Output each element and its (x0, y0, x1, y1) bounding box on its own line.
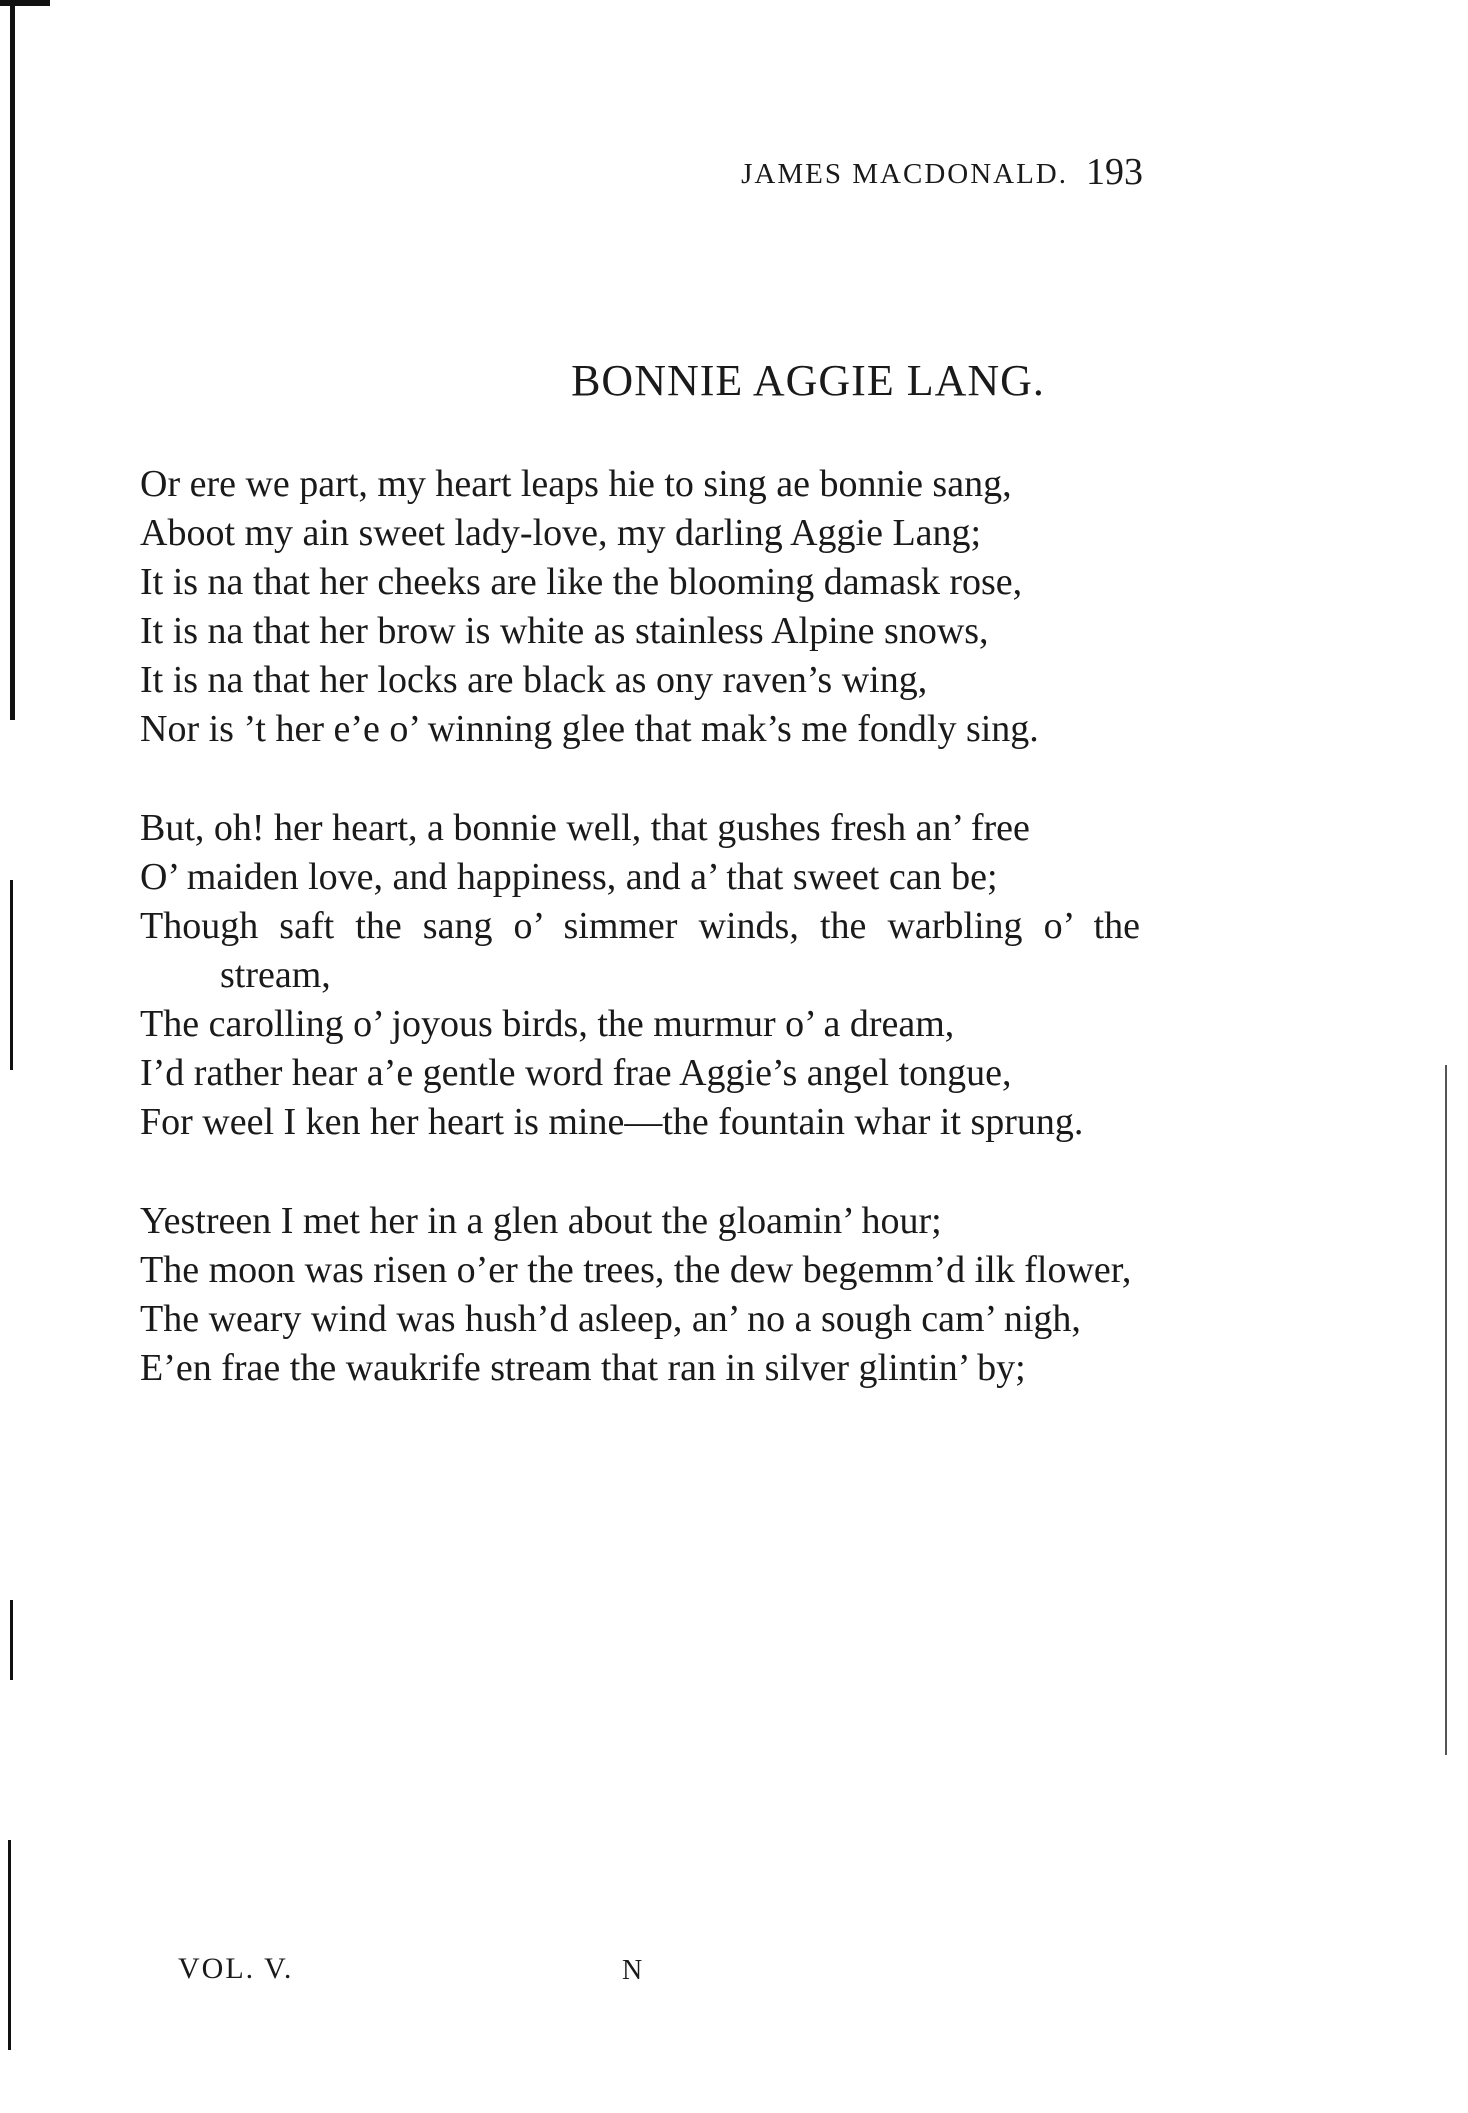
poem-line: I’d rather hear a’e gentle word frae Aggie’s angel tongue, (140, 1052, 1012, 1094)
poem-line: But, oh! her heart, a bonnie well, that gushes fresh an’ free (140, 807, 1030, 849)
poem-line: It is na that her brow is white as stainless Alpine snows, (140, 610, 989, 652)
poem-line: Though saft the sang o’ simmer winds, the warbling o’ the stream, (140, 905, 1140, 996)
page-number: 193 (1086, 151, 1143, 193)
poem-line: The weary wind was hush’d asleep, an’ no a sough cam’ nigh, (140, 1298, 1081, 1340)
poem-line: The moon was risen o’er the trees, the dew begemm’d ilk flower, (140, 1249, 1132, 1291)
poem-line: It is na that her locks are black as ony raven’s wing, (140, 659, 928, 701)
scan-edge-left-bottom (8, 1840, 11, 2050)
poem-line: O’ maiden love, and happiness, and a’ that sweet can be; (140, 856, 998, 898)
scan-edge-left-low (10, 1600, 13, 1680)
stanza-3 (140, 1197, 1140, 1393)
stanza-2 (140, 804, 1140, 1147)
scan-edge-corner (0, 0, 50, 6)
poem-line: Nor is ’t her e’e o’ winning glee that mak’s me fondly sing. (140, 708, 1039, 750)
poem-line: Or ere we part, my heart leaps hie to sing ae bonnie sang, (140, 463, 1012, 505)
scan-edge-right (1445, 1065, 1447, 1755)
poem-body (140, 460, 1140, 1443)
poem-line: For weel I ken her heart is mine—the fountain whar it sprung. (140, 1101, 1084, 1143)
poem-line: Aboot my ain sweet lady-love, my darling Aggie Lang; (140, 512, 982, 554)
poem-line: It is na that her cheeks are like the blooming damask rose, (140, 561, 1023, 603)
poem-line: Yestreen I met her in a glen about the gloamin’ hour; (140, 1200, 942, 1242)
gathering-mark: N (622, 1955, 643, 1986)
poem-line: E’en frae the waukrife stream that ran in silver glintin’ by; (140, 1347, 1026, 1389)
poem-line: The carolling o’ joyous birds, the murmur o’ a dream, (140, 1003, 955, 1045)
signature-mark: VOL. V. (178, 1952, 294, 1985)
scan-edge-left-mid (10, 880, 13, 1070)
running-title: JAMES MACDONALD. (741, 158, 1068, 190)
stanza-1 (140, 460, 1140, 754)
poem-title: BONNIE AGGIE LANG. (571, 356, 1045, 405)
